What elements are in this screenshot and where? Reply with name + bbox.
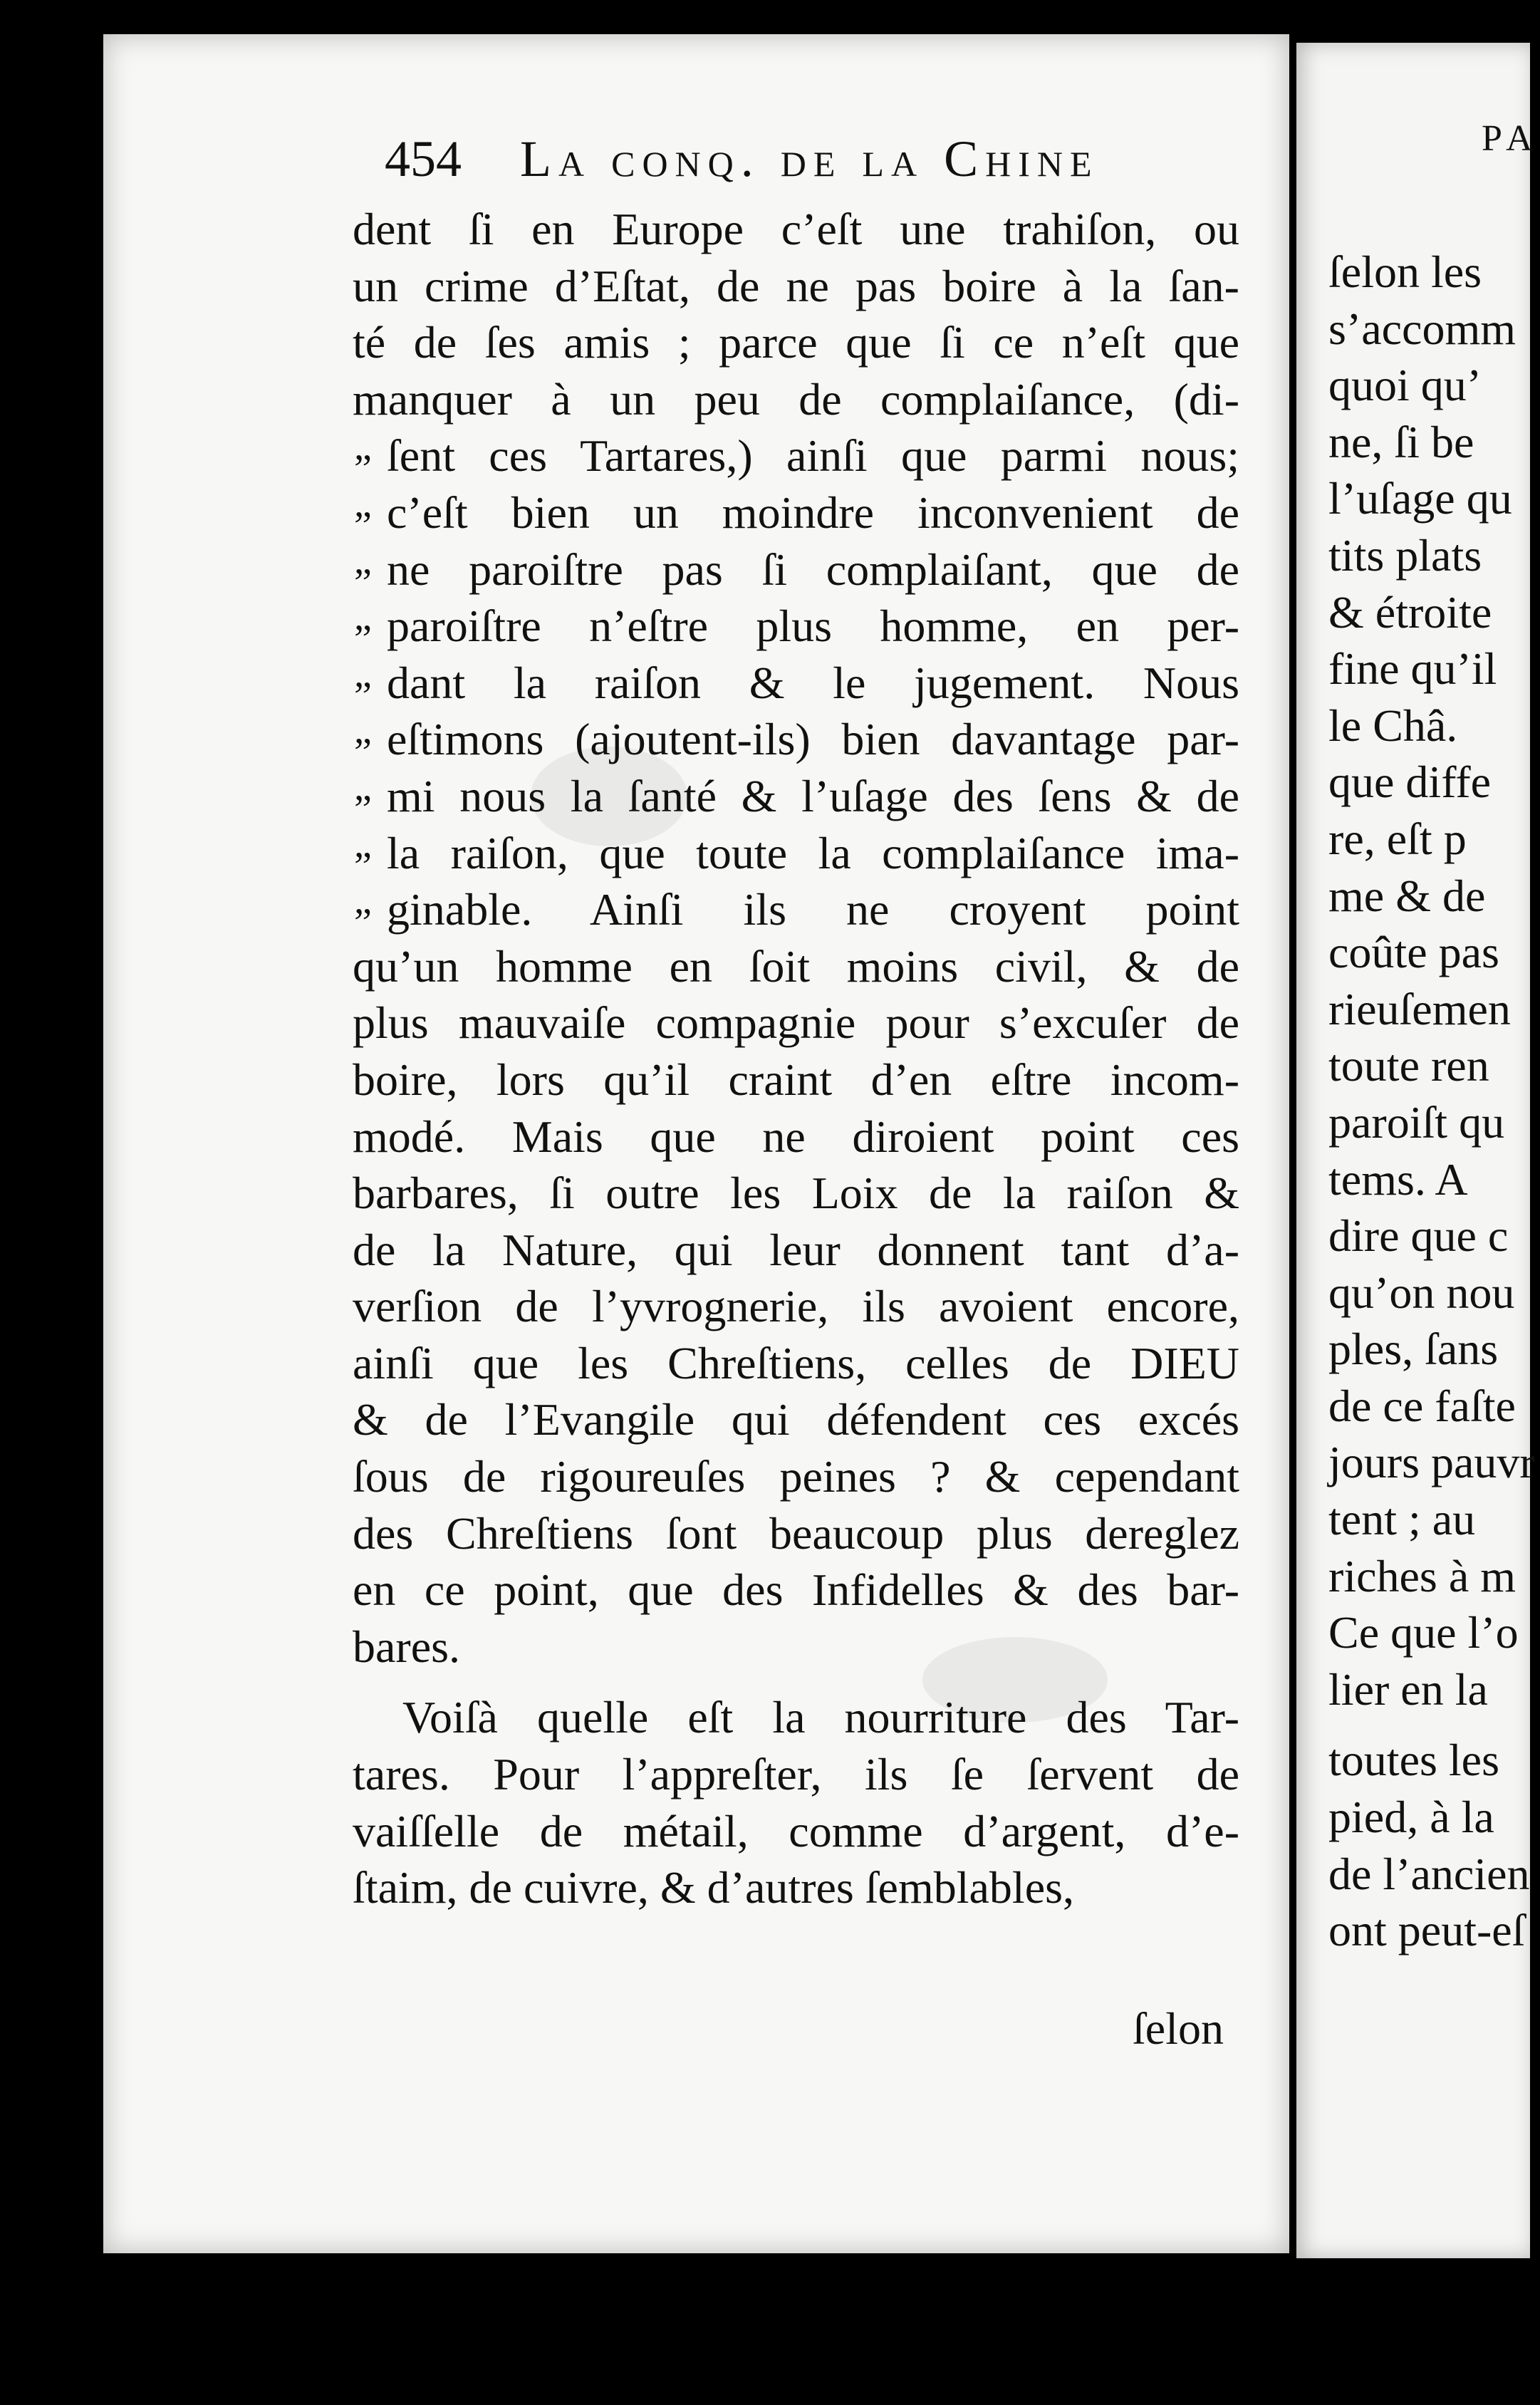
page-header	[385, 127, 1229, 191]
text-line-content: ne paroiſtre pas ſi complaiſant, que de	[387, 544, 1239, 595]
text-line	[353, 1278, 1239, 1335]
text-line	[353, 1165, 1239, 1222]
page-number: 454	[385, 130, 462, 187]
catchword: ſelon	[1133, 2003, 1224, 2054]
text-line-content: ainſi que les Chreſtiens, celles de DIEU	[353, 1337, 1239, 1388]
text-line	[353, 541, 1239, 598]
right-text-line-content: ples, ſans	[1328, 1324, 1499, 1375]
text-line	[353, 1222, 1239, 1279]
right-text-line-content: fine qu’il	[1328, 643, 1497, 695]
right-text-line-content: lier en la	[1328, 1663, 1488, 1715]
right-text-line-content: tits plats	[1328, 529, 1482, 581]
text-line-content: un crime d’Eſtat, de ne pas boire à la ſan-	[353, 260, 1239, 311]
right-text-line	[1328, 1491, 1535, 1548]
text-line-content: c’eſt bien un moindre inconvenient de	[387, 487, 1239, 538]
right-text-line	[1328, 697, 1535, 754]
text-line	[353, 1859, 1239, 1916]
right-text-line	[1328, 1434, 1535, 1491]
text-line	[353, 1448, 1239, 1505]
text-line-content: bares.	[353, 1621, 461, 1672]
text-line-content: plus mauvaiſe compagnie pour s’excuſer de	[353, 997, 1239, 1049]
text-line-content: tares. Pour l’appreſter, ils ſe ſervent de	[353, 1749, 1239, 1800]
right-text-line	[1328, 1789, 1535, 1846]
right-text-line	[1328, 357, 1535, 414]
right-text-line-content: rieuſemen	[1328, 983, 1511, 1034]
right-text-line-content: tent ; au	[1328, 1494, 1476, 1545]
text-line	[353, 881, 1239, 938]
right-text-line	[1328, 754, 1535, 811]
right-text-line-content: riches à m	[1328, 1550, 1516, 1601]
right-text-line	[1328, 584, 1535, 641]
right-text-line-content: & étroite	[1328, 586, 1492, 638]
right-text-line-content: s’accomm	[1328, 303, 1516, 354]
right-text-line-content: quoi qu’	[1328, 360, 1482, 411]
right-text-line	[1328, 1902, 1535, 1959]
right-text-line-content: coûte pas	[1328, 927, 1499, 978]
text-line	[353, 1335, 1239, 1392]
right-text-line-content: que diffe	[1328, 757, 1492, 808]
right-text-line	[1328, 868, 1535, 925]
right-text-line-content: qu’on nou	[1328, 1267, 1515, 1318]
right-text-line-content: tems. A	[1328, 1153, 1468, 1205]
text-line-content: boire, lors qu’il craint d’en eſtre incom-	[353, 1054, 1239, 1105]
text-line	[353, 711, 1239, 768]
text-line-content: ſent ces Tartares,) ainſi que parmi nous;	[387, 430, 1239, 482]
text-line	[353, 994, 1239, 1051]
text-line	[353, 1619, 1239, 1676]
right-text-line	[1328, 414, 1535, 471]
text-line	[353, 484, 1239, 541]
text-line-content: la raiſon, que toute la complaiſance ima-	[387, 827, 1239, 878]
text-line	[353, 1391, 1239, 1448]
text-line	[353, 598, 1239, 655]
text-line-content: Voiſà quelle eſt la nourriture des Tar-	[402, 1692, 1239, 1743]
text-line	[353, 1689, 1239, 1746]
right-text-line	[1328, 924, 1535, 981]
text-line-content: en ce point, que des Infidelles & des bar-	[353, 1564, 1239, 1616]
text-line-content: & de l’Evangile qui défendent ces excés	[353, 1394, 1239, 1445]
right-text-line-content: le Châ.	[1328, 700, 1458, 751]
text-line	[353, 1051, 1239, 1108]
text-line-content: ginable. Ainſi ils ne croyent point	[387, 884, 1239, 935]
right-text-line	[1328, 244, 1535, 301]
text-line	[353, 314, 1239, 371]
text-line	[353, 201, 1239, 258]
right-text-line	[1328, 1207, 1535, 1264]
text-line-content: vaiſſelle de métail, comme d’argent, d’e-	[353, 1805, 1239, 1856]
right-text-line	[1328, 981, 1535, 1038]
right-running-title: PA	[1482, 118, 1540, 159]
text-line-content: eſtimons (ajoutent-ils) bien davantage par-	[387, 714, 1239, 765]
right-text-line	[1328, 1378, 1535, 1435]
right-text-line	[1328, 1604, 1535, 1661]
text-line-content: verſion de l’yvrognerie, ils avoient encore,	[353, 1281, 1239, 1332]
right-text-line	[1328, 640, 1535, 697]
right-text-line	[1328, 1548, 1535, 1605]
text-line-content: té de ſes amis ; parce que ſi ce n’eſt que	[353, 317, 1239, 368]
right-page-text	[1328, 244, 1535, 1959]
right-text-line	[1328, 1732, 1535, 1789]
text-line-content: des Chreſtiens ſont beaucoup plus dereglez	[353, 1507, 1239, 1559]
right-text-line	[1328, 1846, 1535, 1903]
text-line-content: ſous de rigoureuſes peines ? & cependant	[353, 1451, 1239, 1502]
right-text-line-content: pied, à la	[1328, 1792, 1494, 1843]
text-line	[353, 825, 1239, 882]
text-line-content: barbares, ſi outre les Loix de la raiſon &	[353, 1168, 1239, 1219]
right-text-line-content: dire que c	[1328, 1210, 1509, 1262]
text-line	[353, 768, 1239, 825]
text-line	[353, 1562, 1239, 1619]
text-line	[353, 258, 1239, 315]
right-text-line	[1328, 301, 1535, 358]
right-text-line	[1328, 1321, 1535, 1378]
text-line-content: modé. Mais que ne diroient point ces	[353, 1111, 1239, 1162]
text-line	[353, 1505, 1239, 1562]
text-line	[353, 938, 1239, 995]
text-line	[353, 1746, 1239, 1803]
text-line-content: paroiſtre n’eſtre plus homme, en per-	[387, 601, 1239, 652]
right-text-line	[1328, 1094, 1535, 1151]
right-text-line-content: toutes les	[1328, 1735, 1499, 1786]
right-text-line-content: paroiſt qu	[1328, 1096, 1505, 1148]
text-line	[353, 1108, 1239, 1165]
text-line	[353, 655, 1239, 712]
right-text-line-content: jours pauvr	[1328, 1437, 1535, 1488]
right-text-line	[1328, 811, 1535, 868]
running-title: La conq. de la Chine	[520, 130, 1099, 187]
right-text-line-content: l’uſage qu	[1328, 473, 1512, 524]
text-line-content: qu’un homme en ſoit moins civil, & de	[353, 940, 1239, 992]
body-text	[353, 201, 1239, 1916]
right-page	[1296, 43, 1540, 2258]
right-text-line-content: ne, ſi be	[1328, 416, 1474, 467]
text-line-content: de la Nature, qui leur donnent tant d’a-	[353, 1224, 1239, 1275]
right-text-line-content: de l’ancien	[1328, 1848, 1530, 1899]
text-line	[353, 427, 1239, 484]
text-line	[353, 371, 1239, 428]
text-line-content: dent ſi en Europe c’eſt une trahiſon, ou	[353, 204, 1239, 254]
text-line	[353, 1803, 1239, 1860]
right-text-line	[1328, 527, 1535, 584]
right-text-line-content: re, eſt p	[1328, 813, 1467, 864]
right-text-line	[1328, 1151, 1535, 1208]
text-line-content: manquer à un peu de complaiſance, (di-	[353, 373, 1239, 425]
right-text-line-content: de ce faſte	[1328, 1380, 1516, 1431]
right-text-line-content: ſelon les	[1328, 246, 1482, 297]
text-line-content: dant la raiſon & le jugement. Nous	[387, 657, 1239, 708]
right-text-line-content: ont peut-eſ	[1328, 1905, 1525, 1956]
right-text-line	[1328, 1264, 1535, 1321]
text-line-content: mi nous la ſanté & l’uſage des ſens & de	[387, 770, 1239, 821]
right-text-line-content: Ce que l’o	[1328, 1607, 1519, 1658]
right-text-line	[1328, 470, 1535, 527]
right-text-line	[1328, 1661, 1535, 1718]
right-text-line-content: toute ren	[1328, 1040, 1489, 1091]
right-text-line	[1328, 1037, 1535, 1094]
right-text-line-content: me & de	[1328, 870, 1486, 921]
text-line-content: ſtaim, de cuivre, & d’autres ſemblables,	[353, 1862, 1074, 1913]
